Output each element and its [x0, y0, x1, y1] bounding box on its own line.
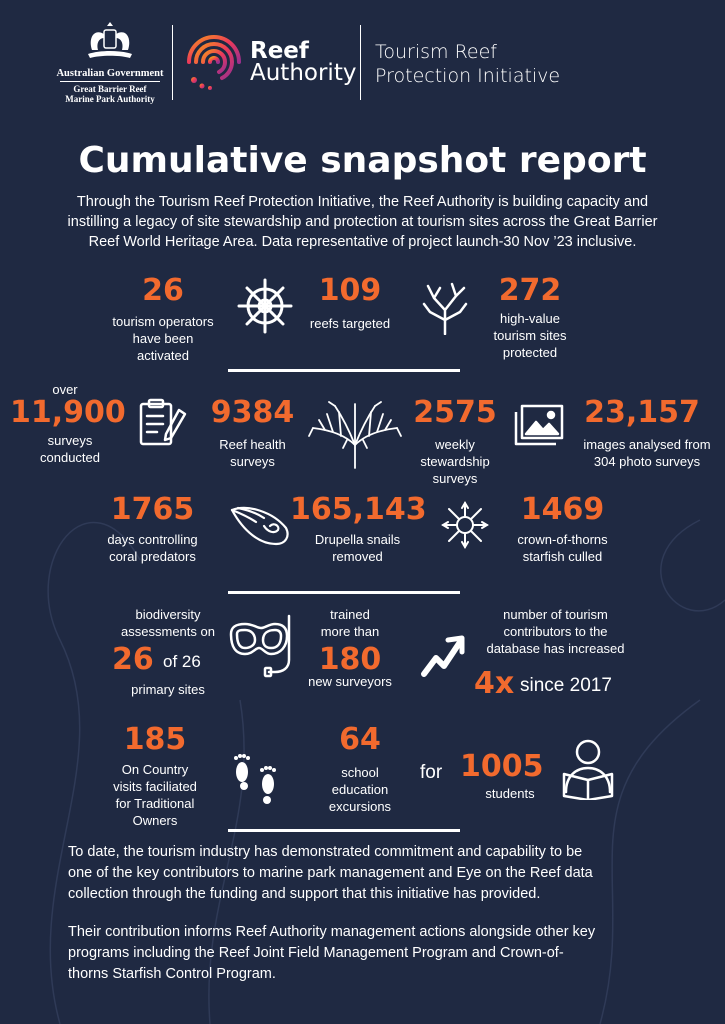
- operators-value: 26: [142, 273, 184, 308]
- header-divider-2: [360, 25, 361, 100]
- country-label: [95, 761, 215, 829]
- school-label: [315, 764, 405, 815]
- closing-line: Their contribution informs Reef Authority management actions alongside other key: [68, 924, 596, 940]
- contributors-label-top: [478, 606, 633, 657]
- reef-health-label-line: surveys: [230, 454, 275, 469]
- operators-label-line: tourism operators: [112, 314, 214, 329]
- drupella-label: [300, 531, 415, 565]
- stewardship-value: 2575: [413, 395, 497, 430]
- school-label-line: education: [331, 782, 389, 797]
- student-reading-icon: [558, 738, 618, 800]
- stewardship-label-line: weekly: [435, 437, 475, 452]
- students-for-text: for: [420, 762, 443, 783]
- closing-line: To date, the tourism industry has demonstrated commitment and capability to be: [68, 844, 583, 860]
- gov-agency-line2: Marine Park Authority: [65, 94, 155, 104]
- trained-label-line: more than: [320, 624, 380, 639]
- surveys-total-value: 11,900: [10, 395, 126, 430]
- drupella-label-line: Drupella snails: [314, 532, 401, 547]
- country-label-line: On Country: [121, 762, 189, 777]
- snorkel-mask-icon: [225, 610, 295, 680]
- surveys-total-label: [20, 432, 120, 466]
- cots-label-line: crown-of-thorns: [517, 532, 608, 547]
- closing-line: collection through the funding and support that this initiative has provided.: [68, 886, 541, 902]
- gov-name: Australian Government: [56, 68, 164, 79]
- coat-of-arms-icon: [80, 20, 140, 64]
- cots-value: 1469: [520, 492, 605, 527]
- reef-authority-logo-icon: [184, 32, 244, 92]
- biodiversity-label-top: [108, 606, 228, 640]
- sites-label-line: high-value: [500, 311, 560, 326]
- intro-line: instilling a legacy of site stewardship and protection at tourism sites across the Great Barrier: [67, 214, 658, 230]
- operators-label: [98, 313, 228, 364]
- school-label-line: excursions: [328, 799, 392, 814]
- reef-health-label-line: Reef health: [219, 437, 286, 452]
- sites-label-line: protected: [502, 345, 558, 360]
- contributors-label-line: contributors to the: [503, 624, 608, 639]
- divider-row5: [228, 829, 460, 832]
- students-value: 1005: [460, 749, 544, 784]
- biodiversity-value: 26: [112, 642, 154, 677]
- students-label: students: [485, 786, 535, 801]
- initiative-line1: Tourism Reef: [375, 41, 497, 63]
- drupella-value: 165,143: [290, 492, 427, 527]
- predators-label-line: days controlling: [107, 532, 198, 547]
- reef-health-value: 9384: [210, 395, 295, 430]
- country-label-line: visits faciliated: [113, 779, 197, 794]
- reefs-label: reefs targeted: [309, 316, 391, 331]
- cots-label-line: starfish culled: [522, 549, 603, 564]
- photo-gallery-icon: [510, 402, 565, 450]
- brand-line1: Reef: [250, 38, 309, 64]
- ship-wheel-icon: [235, 276, 295, 336]
- school-value: 64: [339, 722, 381, 757]
- images-label: [577, 436, 717, 470]
- operators-label-line: activated: [136, 348, 190, 363]
- page-title: Cumulative snapshot report: [78, 140, 647, 181]
- trained-label-top: [300, 606, 400, 640]
- surveys-prefix: over: [52, 382, 78, 397]
- sites-value: 272: [498, 273, 562, 308]
- reef-health-label: [205, 436, 300, 470]
- contributors-label-line: number of tourism: [503, 607, 608, 622]
- reefs-value: 109: [318, 273, 382, 308]
- sites-label: [470, 310, 590, 361]
- surveys-total-label-line: conducted: [40, 450, 100, 465]
- trained-label-line: trained: [330, 607, 370, 622]
- sites-label-line: tourism sites: [493, 328, 567, 343]
- header-divider-1: [172, 25, 173, 100]
- contributors-since-text: since 2017: [520, 675, 612, 696]
- initiative-name: [375, 40, 560, 88]
- divider-row1: [228, 369, 460, 372]
- country-value: 185: [123, 722, 187, 757]
- surveys-total-label-line: surveys: [47, 433, 93, 448]
- images-label-line: 304 photo surveys: [593, 454, 701, 469]
- trained-label-bottom: new surveyors: [308, 674, 392, 689]
- stewardship-label-line: surveys: [432, 471, 478, 486]
- biodiversity-label-bottom: primary sites: [131, 682, 205, 697]
- country-label-line: for Traditional: [115, 796, 195, 811]
- contributors-value: 4x: [474, 666, 515, 701]
- biodiversity-label-line: biodiversity: [135, 607, 201, 622]
- closing-paragraph-2: [68, 922, 708, 985]
- images-label-line: images analysed from: [583, 437, 711, 452]
- school-label-line: school: [341, 765, 379, 780]
- brand-name: [250, 40, 356, 84]
- biodiversity-of-text: of 26: [163, 652, 201, 671]
- gov-agency-line1: Great Barrier Reef: [73, 84, 147, 94]
- closing-line: thorns Starfish Control Program.: [68, 966, 276, 982]
- intro-line: Reef World Heritage Area. Data representative of project launch-30 Nov ’23 inclusive.: [88, 234, 637, 250]
- trending-up-icon: [418, 628, 470, 680]
- contributors-label-line: database has increased: [486, 641, 625, 656]
- closing-line: one of the key contributors to marine park management and Eye on the Reef data: [68, 865, 593, 881]
- closing-line: programs including the Reef Joint Field Management Program and Crown-of-: [68, 945, 564, 961]
- clipboard-icon: [135, 396, 190, 451]
- biodiversity-label-line: assessments on: [121, 624, 215, 639]
- shell-icon: [228, 500, 293, 550]
- intro-paragraph: [0, 192, 725, 252]
- drupella-label-line: removed: [332, 549, 383, 564]
- stewardship-label-line: stewardship: [420, 454, 490, 469]
- cots-label: [500, 531, 625, 565]
- predators-value: 1765: [110, 492, 195, 527]
- initiative-line2: Protection Initiative: [375, 65, 561, 87]
- images-value: 23,157: [584, 395, 700, 430]
- footprints-icon: [230, 748, 285, 810]
- government-logo: [55, 20, 165, 110]
- trained-value: 180: [318, 642, 382, 677]
- closing-paragraph: [68, 842, 708, 905]
- divider-row3: [228, 591, 460, 594]
- predators-label-line: coral predators: [109, 549, 196, 564]
- predators-label: [90, 531, 215, 565]
- stewardship-label: [405, 436, 505, 487]
- country-label-line: Owners: [132, 813, 178, 828]
- brand-line2: Authority: [250, 60, 357, 86]
- coral-icon: [420, 280, 470, 335]
- gov-divider: [60, 81, 160, 82]
- sea-fan-icon: [305, 400, 405, 470]
- operators-label-line: have been: [132, 331, 194, 346]
- intro-line: Through the Tourism Reef Protection Initiative, the Reef Authority is building capacity and: [76, 194, 649, 210]
- starfish-icon: [440, 500, 490, 550]
